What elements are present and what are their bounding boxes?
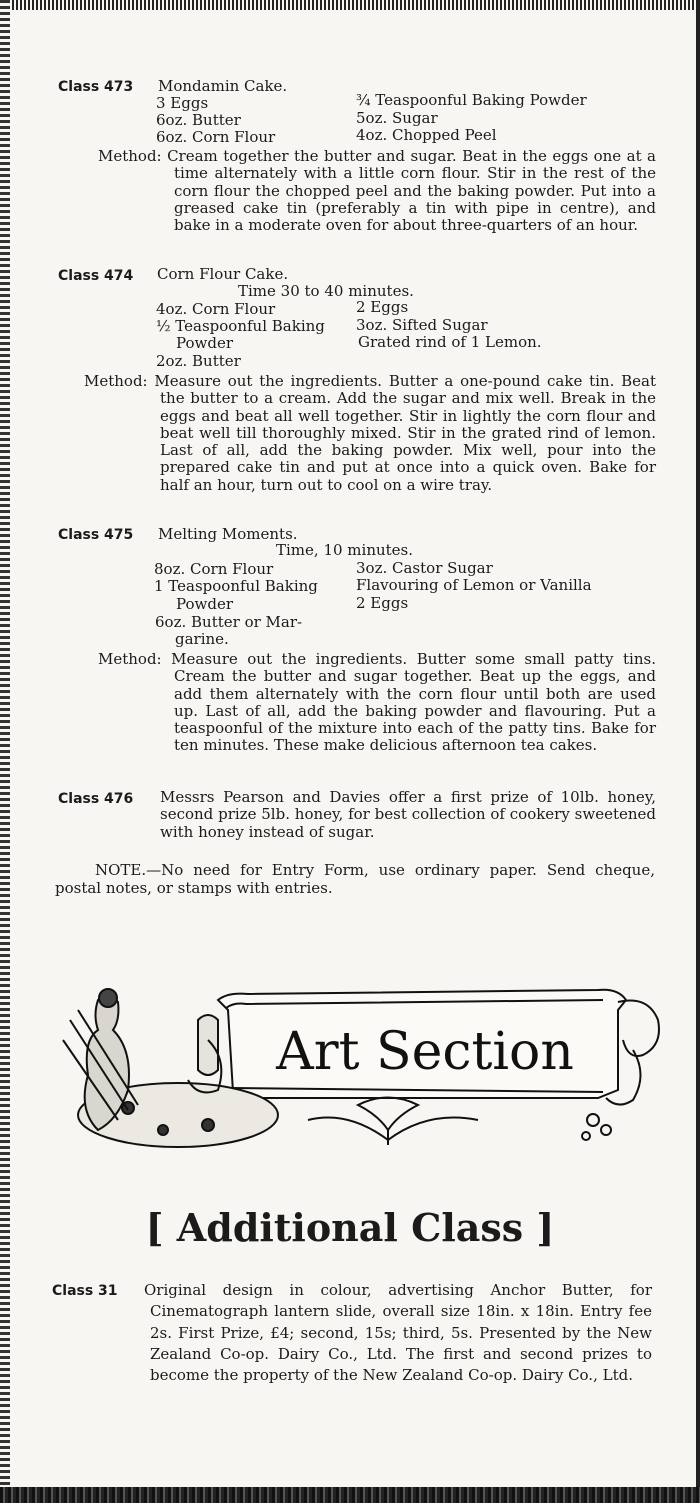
art-section-title: Art Section [276, 1022, 574, 1082]
ingredient: 2 Eggs [356, 298, 409, 316]
ingredient: Grated rind of 1 Lemon. [358, 333, 542, 351]
ingredient: 6oz. Butter or Mar- [155, 613, 303, 631]
ingredient: Powder [176, 334, 234, 352]
additional-class-heading: [ Additional Class ] [145, 1205, 555, 1250]
border-right [696, 0, 700, 1503]
ingredient: 5oz. Sugar [356, 109, 438, 127]
class-475-title: Melting Moments. [158, 525, 298, 543]
class-475-time: Time, 10 minutes. [276, 541, 414, 559]
class-473-label: Class 473 [58, 79, 134, 95]
class-475-label: Class 475 [58, 527, 134, 543]
ingredient: 6oz. Butter [156, 111, 241, 129]
decorative-border-top [0, 0, 700, 10]
class-473-title: Mondamin Cake. [158, 77, 288, 95]
ingredient: Powder [176, 595, 234, 613]
entry-note: NOTE.—No need for Entry Form, use ordinary paper. Send cheque, postal notes, or stamps with entries. [55, 861, 655, 897]
ingredient: 3 Eggs [156, 94, 209, 112]
class-475-method: Method: Measure out the ingredients. Butter some small patty tins. Cream the butter and sugar together. Beat up the eggs, and add them alternately with the corn flour until both are used up. Last of all, add the baking powder and flavouring. Put a teaspoonful of the mixture into each of the patty tins. Bake for ten minutes. These make delicious afternoon tea cakes. [98, 650, 656, 755]
ingredient: Flavouring of Lemon or Vanilla [356, 576, 592, 594]
ingredient: 2oz. Butter [156, 352, 241, 370]
ingredient: 2 Eggs [356, 594, 409, 612]
ingredient: 6oz. Corn Flour [156, 128, 276, 146]
class-474-label: Class 474 [58, 268, 134, 284]
decorative-border-bottom [0, 1487, 700, 1503]
class-474-method: Method: Measure out the ingredients. Butter a one-pound cake tin. Beat the butter to a cream. Add the sugar and mix well. Break in the eggs and beat all well together. Stir in lightly the corn flour and beat well till thoroughly mixed. Stir in the grated rind of lemon. Last of all, add the baking powder. Mix well, pour into the prepared cake tin and put at once into a quick oven. Bake for half an hour, turn out to cool on a wire tray. [84, 372, 656, 494]
class-474-title: Corn Flour Cake. [157, 265, 289, 283]
ingredient: 8oz. Corn Flour [154, 560, 274, 578]
class-473-method: Method: Cream together the butter and sugar. Beat in the eggs one at a time alternately with a little corn flour. Stir in the rest of the corn flour the chopped peel and the baking powder. Put into a greased cake tin (preferably a tin with pipe in centre), and bake in a moderate oven for about three-quarters of an hour. [98, 147, 656, 235]
ingredient: 4oz. Chopped Peel [356, 126, 497, 144]
ingredient: 3oz. Castor Sugar [356, 559, 493, 577]
ingredient: ¾ Teaspoonful Baking Powder [356, 91, 587, 109]
decorative-border-left [0, 0, 10, 1503]
class-31-text: Original design in colour, advertising Anchor Butter, for Cinematograph lantern slide, overall size 18in. x 18in. Entry fee 2s. First Prize, £4; second, 15s; third, 5s. Presented by the New Zealand Co-op. Dairy Co., Ltd. The first and second prizes to become the property of the New Zealand Co-op. Dairy Co., Ltd. [144, 1281, 652, 1385]
ingredient: garine. [175, 630, 229, 648]
class-474-time: Time 30 to 40 minutes. [238, 282, 414, 300]
class-476-label: Class 476 [58, 791, 134, 807]
ingredient: 3oz. Sifted Sugar [356, 316, 488, 334]
ingredient: 1 Teaspoonful Baking [154, 577, 318, 595]
ingredient: 4oz. Corn Flour [156, 300, 276, 318]
class-31-label: Class 31 [52, 1283, 118, 1299]
ingredient: ½ Teaspoonful Baking [156, 317, 325, 335]
class-476-text: Messrs Pearson and Davies offer a first prize of 10lb. honey, second prize 5lb. honey, for best collection of cookery sweetened with honey instead of sugar. [160, 788, 656, 841]
